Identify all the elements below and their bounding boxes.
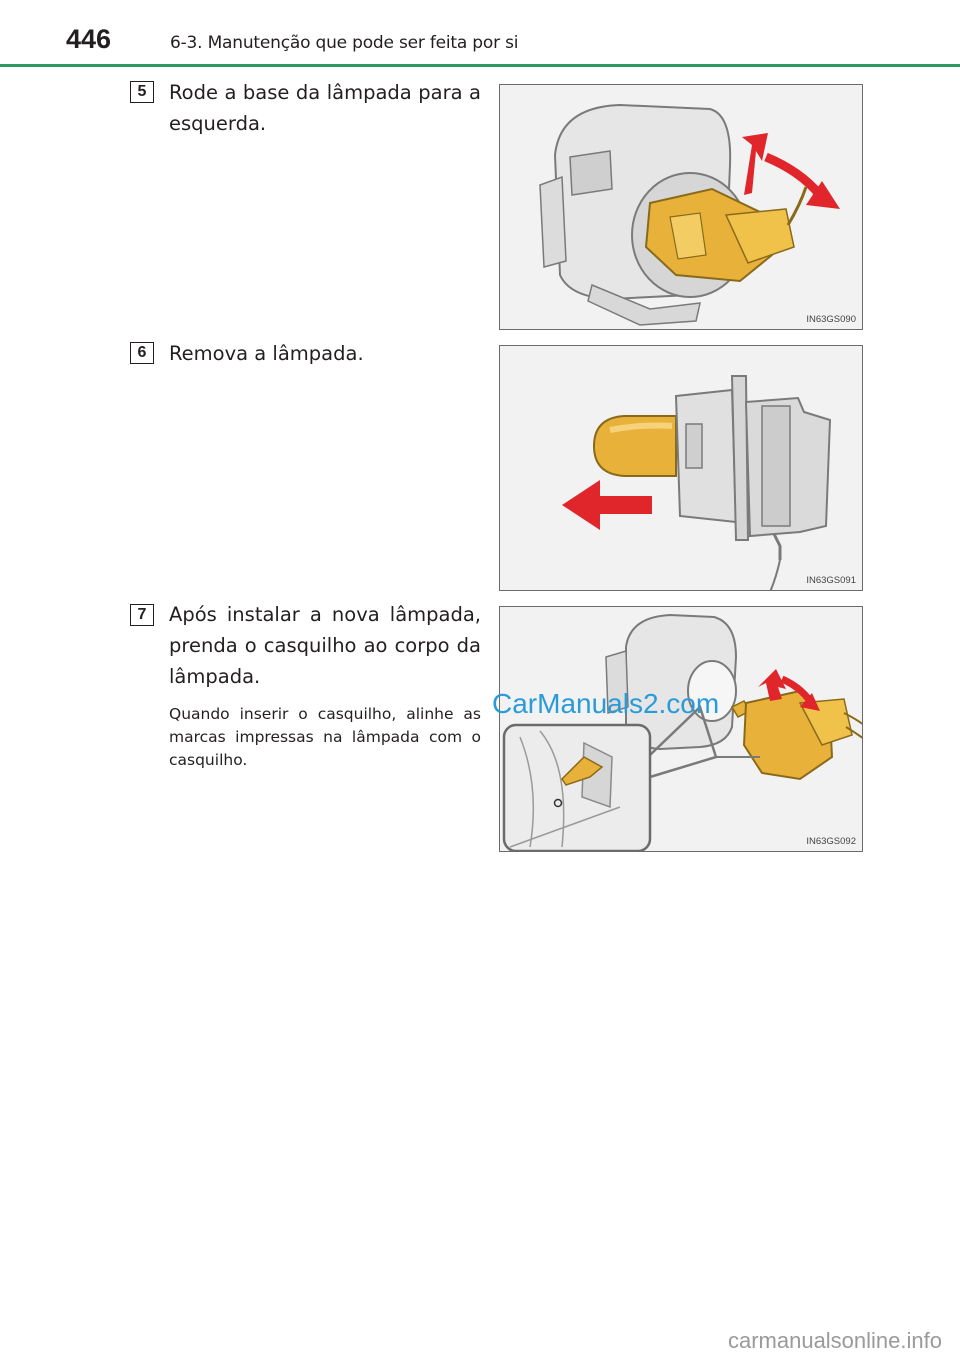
figure-rotate-bulb-base [499,84,863,330]
watermark-text: CarManuals2.com [492,688,720,719]
page-number: 446 [66,24,112,54]
step-text-5: Rode a base da lâmpada para a esquerda. [169,81,481,135]
illustration-install-socket [500,607,863,852]
figure-code: IN63GS091 [806,575,856,586]
step-number-6: 6 [130,342,154,364]
illustration-remove-bulb [500,346,863,591]
step-number-5: 5 [130,81,154,103]
step-note-7: Quando inserir o casquilho, alinhe as marcas impressas na lâmpada com o casquilho. [169,705,481,769]
step-text-6: Remova a lâmpada. [169,342,364,365]
header-rule [0,64,960,67]
figure-code: IN63GS092 [806,836,856,847]
figure-code: IN63GS090 [806,314,856,325]
step-text-7: Após instalar a nova lâmpada, prenda o casquilho ao corpo da lâmpada. [169,603,481,688]
section-title: 6-3. Manutenção que pode ser feita por si [170,33,519,53]
illustration-rotate-socket [500,85,863,330]
figure-remove-bulb [499,345,863,591]
page-header [0,0,960,68]
step-number-7: 7 [130,604,154,626]
figure-install-socket [499,606,863,852]
footer-watermark: carmanualsonline.info [727,1328,942,1353]
